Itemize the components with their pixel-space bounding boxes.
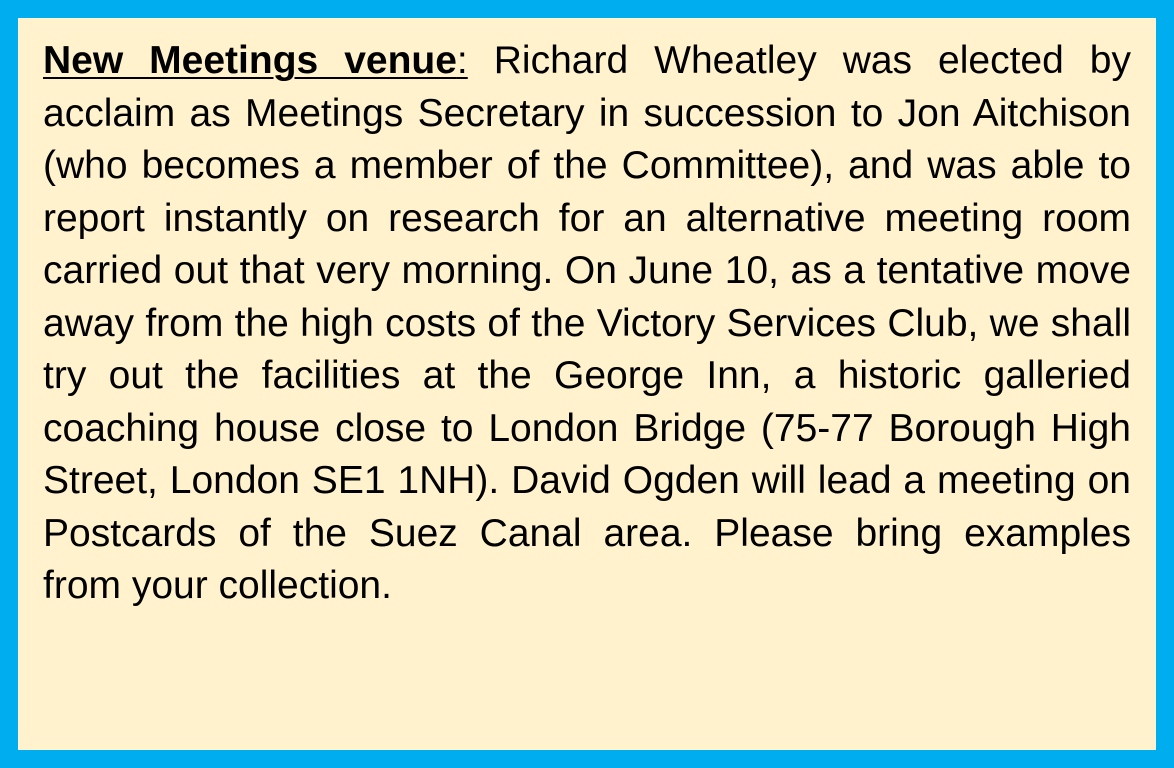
notice-heading-colon: : (456, 39, 468, 82)
notice-body: Richard Wheatley was elected by acclaim as Meetings Secretary in succession to Jon Aitchison (who becomes a member of the Committee), and was able to report instantly on research for an alternative meeting room carried out that very morning. On June 10, as a tentative move away from the high costs of the Victory Services Club, we shall try out the facilities at the George Inn, a historic galleried coaching house close to London Bridge (75-77 Borough High Street, London SE1 1NH). David Ogden will lead a meeting on Postcards of the Suez Canal area. Please bring examples from your collection. (43, 39, 1131, 607)
notice-panel (18, 18, 1156, 750)
notice-heading: New Meetings venue (43, 39, 457, 82)
notice-paragraph (43, 35, 1131, 613)
